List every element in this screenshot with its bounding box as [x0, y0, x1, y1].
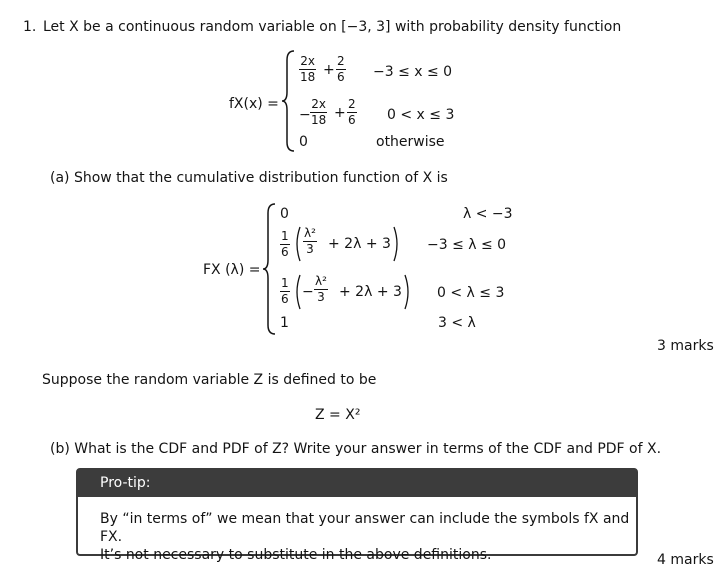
pdf-case2-sign: − — [299, 107, 311, 123]
pdf-case3-condition: otherwise — [376, 134, 445, 150]
pdf-case2-plus: + — [334, 105, 346, 121]
cdf-case2-rest: + 2λ + 3 — [328, 236, 391, 252]
pdf-case1-frac2 — [336, 55, 346, 84]
cdf-case2-frac-num: λ² — [304, 226, 316, 240]
cdf-case3-frac — [314, 275, 328, 304]
cdf-case2-left-paren — [293, 226, 301, 262]
cdf-case2-coef — [280, 230, 290, 259]
protip-body — [100, 510, 636, 564]
cdf-case2-right-paren — [393, 226, 401, 262]
z-equation: Z = X² — [315, 407, 361, 423]
cdf-case3-right-paren — [404, 274, 412, 310]
pdf-case3-value: 0 — [299, 134, 308, 150]
cdf-case4-value: 1 — [280, 315, 289, 331]
cdf-case2-coef-num: 1 — [281, 229, 289, 243]
pdf-brace — [282, 50, 296, 152]
cdf-case3-left-paren — [293, 274, 301, 310]
pdf-case1-frac1 — [299, 55, 316, 84]
marks-part-b: 4 marks — [657, 552, 714, 568]
cdf-case1-value: 0 — [280, 206, 289, 222]
pdf-case2-frac2 — [347, 98, 357, 127]
pdf-case1-plus: + — [323, 62, 335, 78]
cdf-case3-coef — [280, 277, 290, 306]
pdf-case1-den1: 18 — [300, 70, 316, 84]
cdf-case2-condition: −3 ≤ λ ≤ 0 — [427, 237, 507, 253]
suppose-text: Suppose the random variable Z is defined to be — [42, 372, 377, 388]
pdf-case2-den2: 6 — [348, 113, 356, 127]
pdf-case2-frac1 — [310, 98, 327, 127]
cdf-case3-coef-num: 1 — [281, 276, 289, 290]
marks-part-a: 3 marks — [657, 338, 714, 354]
pdf-case1-den2: 6 — [337, 70, 345, 84]
question-number: 1. — [23, 19, 37, 35]
cdf-lhs: FX (λ) = — [203, 262, 261, 278]
pdf-lhs: fX(x) = — [229, 96, 279, 112]
cdf-case3-condition: 0 < λ ≤ 3 — [437, 285, 505, 301]
pdf-case2-condition: 0 < x ≤ 3 — [387, 107, 455, 123]
protip-title: Pro-tip: — [78, 470, 636, 497]
cdf-case3-frac-num: λ² — [315, 274, 327, 288]
cdf-brace — [263, 203, 277, 335]
cdf-case3-frac-den: 3 — [317, 290, 325, 304]
cdf-case3-coef-den: 6 — [281, 292, 289, 306]
pdf-case2-num1: 2x — [311, 97, 327, 111]
cdf-case2-frac-den: 3 — [306, 242, 314, 256]
pdf-case1-num1: 2x — [300, 54, 316, 68]
part-b-label: (b) What is the CDF and PDF of Z? Write your answer in terms of the CDF and PDF of X. — [50, 441, 662, 457]
cdf-case2-coef-den: 6 — [281, 245, 289, 259]
protip-line2: It’s not necessary to substitute in the above definitions. — [100, 547, 492, 563]
cdf-case3-sign: − — [302, 284, 314, 300]
pdf-case2-den1: 18 — [311, 113, 327, 127]
pdf-case1-num2: 2 — [337, 54, 345, 68]
pdf-case2-num2: 2 — [348, 97, 356, 111]
part-a-label: (a) Show that the cumulative distribution function of X is — [50, 170, 448, 186]
cdf-case1-condition: λ < −3 — [463, 206, 513, 222]
protip-box — [76, 468, 638, 563]
cdf-case3-rest: + 2λ + 3 — [339, 284, 402, 300]
cdf-case2-frac — [303, 227, 317, 256]
cdf-case4-condition: 3 < λ — [438, 315, 476, 331]
question-intro: Let X be a continuous random variable on [−3, 3] with probability density function — [43, 19, 622, 35]
pdf-case1-condition: −3 ≤ x ≤ 0 — [373, 64, 453, 80]
protip-line1: By “in terms of” we mean that your answer can include the symbols fX and FX. — [100, 511, 630, 545]
